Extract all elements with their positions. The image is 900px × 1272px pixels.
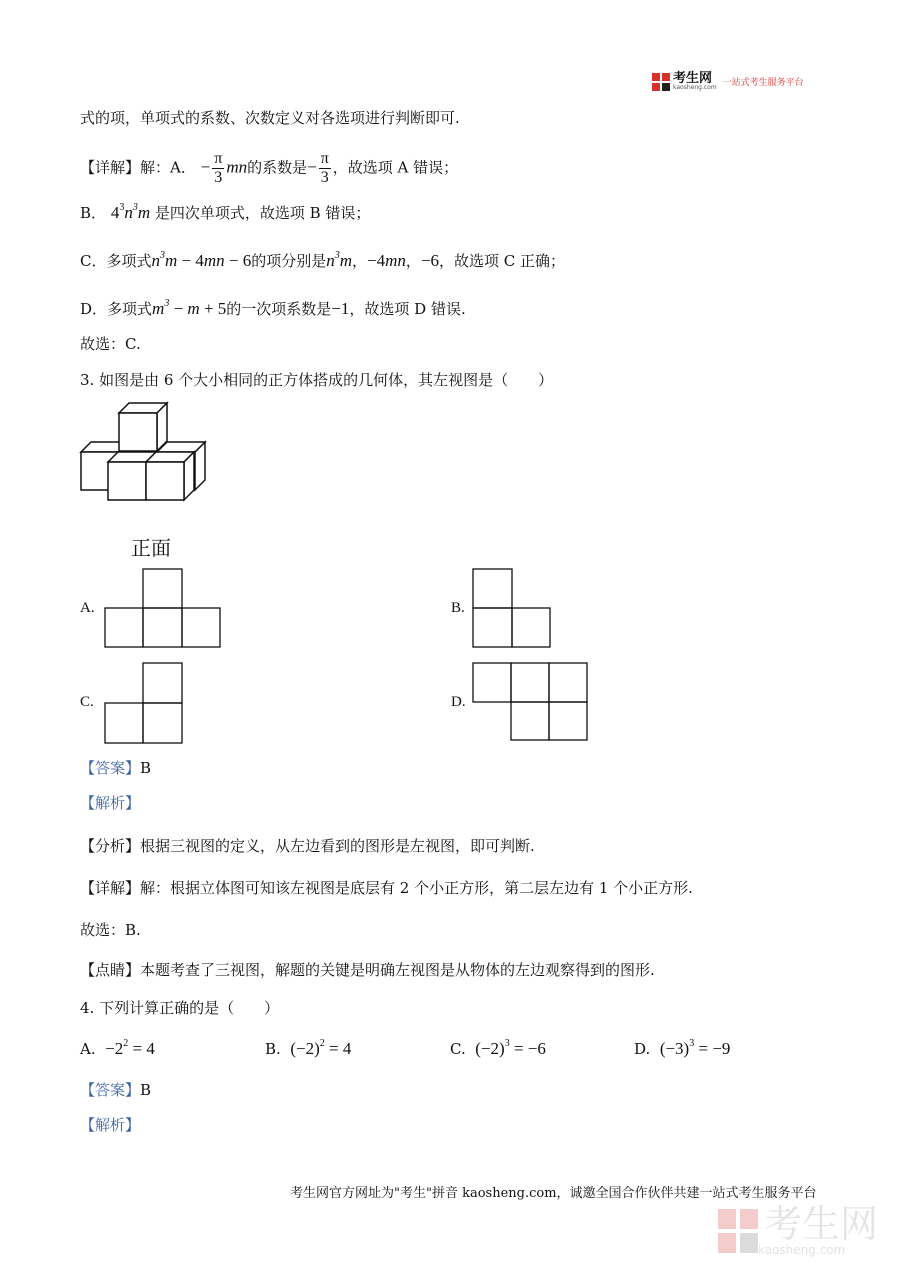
q3-option-a-figure[interactable] — [104, 568, 222, 648]
line-d-mid: 的一次项系数是 — [226, 300, 332, 318]
q3-option-b-label[interactable]: B. — [451, 600, 465, 616]
logo-name: 考生网 — [673, 71, 713, 86]
q3-option-b-figure[interactable] — [472, 568, 552, 648]
line-b-text: 是四次单项式，故选项 B 错误； — [154, 204, 371, 222]
q4-analysis-label: 【解析】 — [80, 1116, 141, 1134]
line-c-mid: 的项分别是 — [251, 252, 327, 270]
footer-text: 考生网官方网址为"考生"拼音 kaosheng.com，诚邀全国合作伙伴共建一站式考生服务平台 — [290, 1186, 817, 1201]
line-c-post: ，故选项 C 正确； — [439, 252, 566, 270]
q4-option-a[interactable]: A. $-2^2 = 4$ — [80, 1038, 155, 1058]
q3-answer-label: 【答案】 — [80, 759, 141, 777]
detail-a-post: ，故选项 A 错误； — [332, 158, 459, 177]
q2-conclusion: 故选：C. — [80, 335, 141, 353]
q3-comment: 【点睛】本题考查了三视图，解题的关键是明确左视图是从物体的左边观察得到的图形. — [80, 961, 655, 979]
watermark-sub: kaosheng.com — [758, 1243, 846, 1257]
q4-stem: 4. 下列计算正确的是（ ） — [80, 999, 280, 1017]
logo-slogan: 一站式考生服务平台 — [722, 78, 804, 88]
frac-pi-3: $\frac{\pi}{3}$ — [214, 150, 223, 186]
watermark-icon — [718, 1209, 758, 1253]
frac-pi-3-b: $\frac{\pi}{3}$ — [320, 150, 329, 186]
q3-answer-value: B — [140, 759, 152, 777]
cube-figure — [78, 400, 218, 506]
q4-option-d[interactable]: D. $(-3)^3 = -9$ — [634, 1038, 731, 1058]
front-label: 正面 — [131, 536, 171, 560]
header-logo — [652, 72, 804, 91]
q3-answer — [80, 758, 151, 778]
q3-analysis-label: 【解析】 — [80, 794, 141, 812]
q4-option-c[interactable]: C. $(-2)^3 = -6$ — [450, 1038, 546, 1058]
watermark — [718, 1202, 879, 1257]
logo-icon — [652, 73, 670, 91]
line-d-post: ，故选项 D 错误. — [349, 300, 466, 318]
q2-line-b: B． $4^3n^3m$ 是四次单项式，故选项 B 错误； — [80, 202, 371, 222]
line-c-label: C．多项式 — [80, 252, 152, 270]
q2-detail-a: 【详解】解：A． − $\frac{\pi}{3}$ mn的系数是− $\frac{\pi}{3}$ ，故选项 A 错误； — [80, 150, 459, 186]
q3-option-a-label[interactable]: A. — [80, 600, 95, 616]
q4-option-b[interactable]: B. $(-2)^2 = 4$ — [265, 1038, 352, 1058]
logo-sub: kaosheng.com — [673, 84, 717, 91]
q3-fenxi: 【分析】根据三视图的定义，从左边看到的图形是左视图，即可判断. — [80, 837, 535, 855]
q4-answer: 【答案】B — [80, 1081, 152, 1099]
detail-label: 【详解】 — [80, 158, 141, 177]
q2-line1: 式的项，单项式的系数、次数定义对各选项进行判断即可. — [80, 109, 460, 127]
q3-option-d-figure[interactable] — [472, 662, 590, 742]
line-b-label: B． — [80, 204, 107, 222]
detail-a-pre: 解：A． — [140, 158, 196, 177]
watermark-name: 考生网 — [764, 1202, 879, 1246]
line-d-label: D．多项式 — [80, 300, 153, 318]
q2-line-c: C．多项式$n^3m - 4mn - 6$的项分别是$n^3m$，−4mn，−6，故选项 C 正确； — [80, 250, 566, 270]
detail-a-mid: 的系数是 — [247, 158, 308, 177]
q3-stem: 3. 如图是由 6 个大小相同的正方体搭成的几何体，其左视图是（ ） — [80, 371, 554, 389]
q3-detail: 【详解】解：根据立体图可知该左视图是底层有 2 个小正方形，第二层左边有 1 个小正方形. — [80, 879, 693, 897]
q3-option-c-label[interactable]: C. — [80, 694, 94, 710]
q2-line-d: D．多项式$m^3 - m + 5$的一次项系数是−1，故选项 D 错误. — [80, 298, 466, 318]
q3-conclusion: 故选：B. — [80, 921, 141, 939]
q3-option-c-figure[interactable] — [104, 662, 184, 744]
q3-option-d-label[interactable]: D. — [451, 694, 466, 710]
